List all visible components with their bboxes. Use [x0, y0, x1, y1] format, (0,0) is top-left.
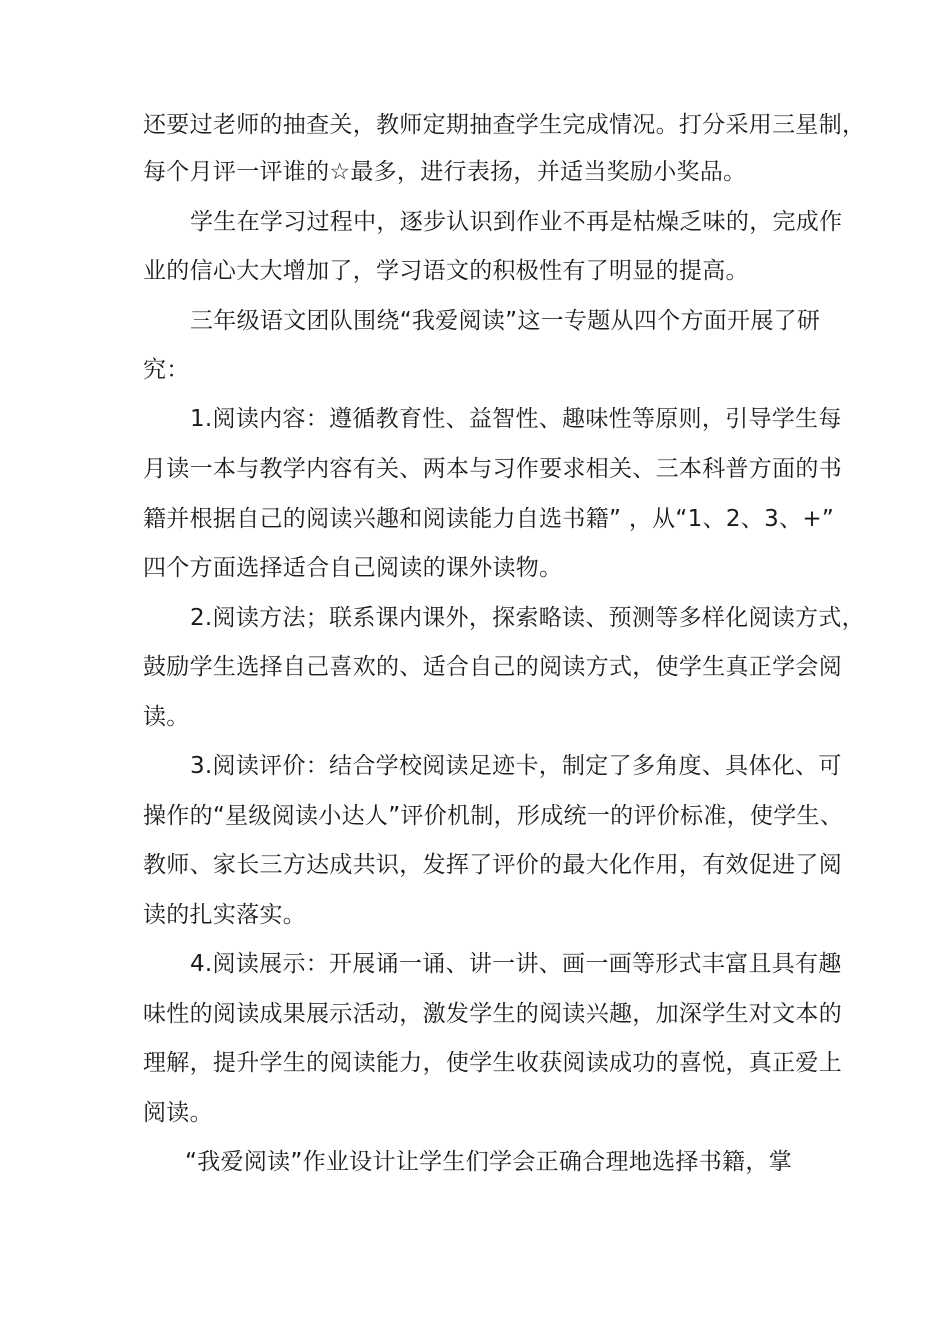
text-line: 读的扎实落实。 — [143, 902, 307, 928]
text-line: 理解，提升学生的阅读能力，使学生收获阅读成功的喜悦，真正爱上 — [143, 1050, 842, 1076]
text-line: 究： — [143, 357, 190, 383]
text-line: 月读一本与教学内容有关、两本与习作要求相关、三本科普方面的书 — [143, 456, 842, 482]
text-line: 业的信心大大增加了，学习语文的积极性有了明显的提高。 — [143, 258, 749, 284]
text-line: 四个方面选择适合自己阅读的课外读物。 — [143, 555, 563, 581]
text-line: 1.阅读内容：遵循教育性、益智性、趣味性等原则，引导学生每 — [190, 406, 842, 432]
text-line: 鼓励学生选择自己喜欢的、适合自己的阅读方式，使学生真正学会阅 — [143, 654, 842, 680]
text-line: 学生在学习过程中，逐步认识到作业不再是枯燥乏味的，完成作 — [190, 209, 843, 235]
text-line: 籍并根据自己的阅读兴趣和阅读能力自选书籍” ，从“1、2、3、+” — [143, 506, 835, 532]
text-line: 教师、家长三方达成共识，发挥了评价的最大化作用，有效促进了阅 — [143, 852, 842, 878]
text-line: 读。 — [143, 704, 190, 730]
text-line: 三年级语文团队围绕“我爱阅读”这一专题从四个方面开展了研 — [190, 308, 821, 334]
text-line: 味性的阅读成果展示活动，激发学生的阅读兴趣，加深学生对文本的 — [143, 1001, 842, 1027]
text-line: 还要过老师的抽查关，教师定期抽查学生完成情况。打分采用三星制， — [143, 112, 866, 138]
text-line: 3.阅读评价：结合学校阅读足迹卡，制定了多角度、具体化、可 — [190, 753, 842, 779]
text-line: 4.阅读展示：开展诵一诵、讲一讲、画一画等形式丰富且具有趣 — [190, 951, 842, 977]
text-line: 阅读。 — [143, 1100, 213, 1126]
text-line: “我爱阅读”作业设计让学生们学会正确合理地选择书籍，掌 — [185, 1149, 792, 1175]
text-line: 每个月评一评谁的☆最多，进行表扬，并适当奖励小奖品。 — [143, 159, 747, 185]
text-line: 2.阅读方法；联系课内课外，探索略读、预测等多样化阅读方式， — [190, 605, 865, 631]
text-line: 操作的“星级阅读小达人”评价机制，形成统一的评价标准，使学生、 — [143, 803, 844, 829]
